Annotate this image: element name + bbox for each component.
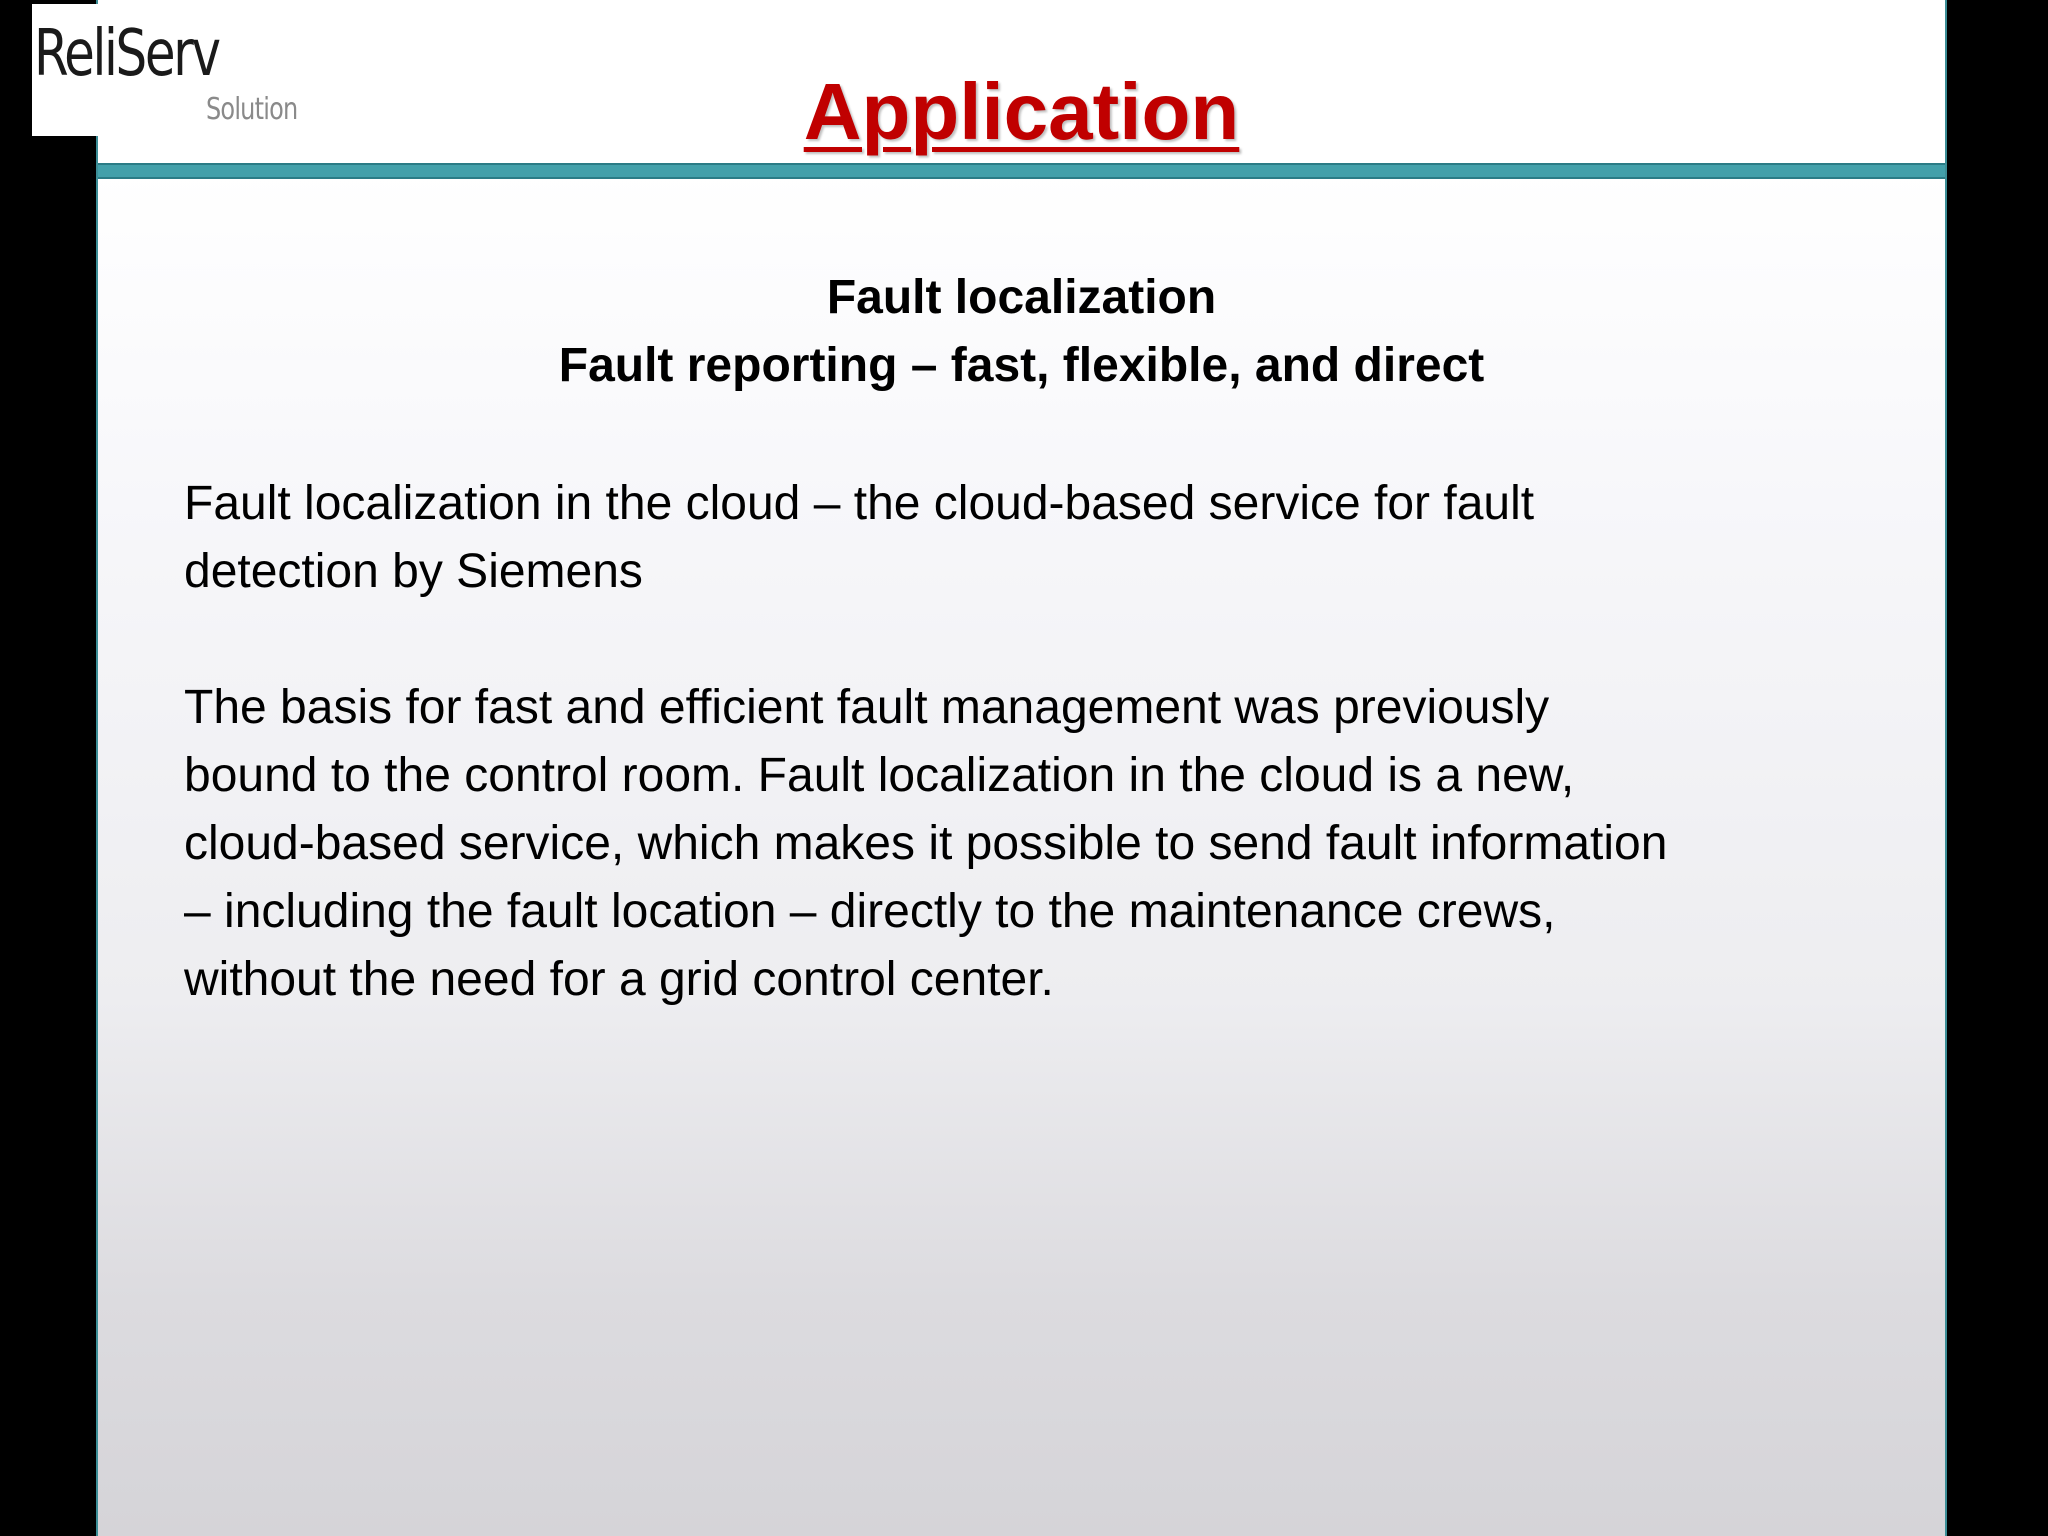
slide-title [98,62,1945,162]
logo-tagline: Solution [206,92,298,127]
paragraph-2-line: – including the fault location – directly to the maintenance crews, [184,885,1556,938]
paragraph-2-line: cloud-based service, which makes it possible to send fault information [184,817,1668,870]
paragraph-2-line: bound to the control room. Fault localization in the cloud is a new, [184,749,1575,802]
company-logo [32,4,324,136]
paragraph-1-line: detection by Siemens [184,545,643,598]
subheading-line-2: Fault reporting – fast, flexible, and direct [558,339,1485,392]
paragraph-2-line: without the need for a grid control center. [184,953,1054,1006]
paragraph-2-line: The basis for fast and efficient fault management was previously [184,681,1550,734]
paragraph-1-line: Fault localization in the cloud – the cloud-based service for fault [184,477,1535,530]
title-divider [98,163,1945,179]
subheading-line-1: Fault localization [826,271,1217,324]
slide-title-text: Application [803,67,1240,156]
paragraph-2 [184,674,1864,1014]
logo-wordmark: ReliServ [34,17,219,91]
paragraph-1 [184,470,1864,606]
